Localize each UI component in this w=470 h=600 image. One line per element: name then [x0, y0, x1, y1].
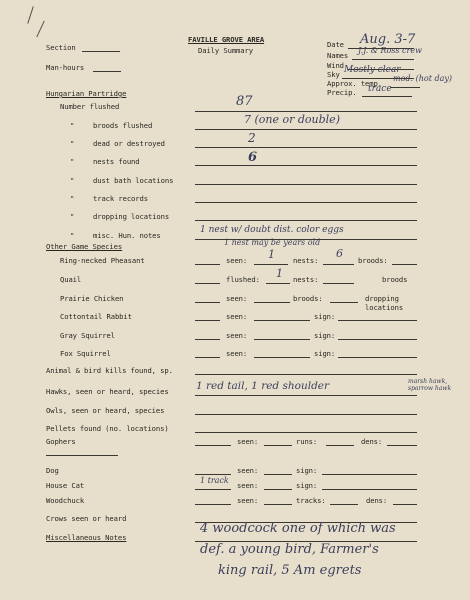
prairie-chicken-label: Prairie Chicken	[60, 294, 124, 303]
broods-flushed-value: 7 (one or double)	[244, 113, 340, 126]
gray-squirrel-label: Gray Squirrel	[60, 331, 115, 340]
quail-pre-line[interactable]	[195, 283, 220, 284]
house-cat-value: 1 track	[200, 476, 229, 485]
misc-hun-notes-label: misc. Hun. notes	[93, 231, 161, 240]
house-cat-seen-line[interactable]	[264, 489, 292, 490]
misc-hun-notes-extra: 1 nest may be years old	[224, 238, 321, 247]
precip-value: trace	[368, 84, 392, 94]
cottontail-sign-line[interactable]	[338, 320, 417, 321]
house-cat-label: House Cat	[46, 481, 85, 490]
ditto-mark: "	[70, 176, 75, 185]
pellets-label: Pellets found (no. locations)	[46, 424, 169, 433]
wind-label: Wind	[327, 61, 344, 70]
prairie-chicken-broods-label: broods:	[293, 294, 323, 303]
pheasant-broods-label: broods:	[358, 256, 388, 265]
house-cat-seen-label: seen:	[237, 481, 259, 490]
fox-squirrel-sign-line[interactable]	[338, 357, 417, 358]
gophers-dens-label: dens:	[361, 437, 383, 446]
nests-found-label: nests found	[93, 157, 140, 166]
gophers-dens-line[interactable]	[387, 445, 417, 446]
owls-label: Owls, seen or heard, species	[46, 406, 165, 415]
dead-destroyed-value: 2	[248, 131, 256, 145]
house-cat-sign-line[interactable]	[322, 489, 417, 490]
temp-value: mod. (hot day)	[393, 74, 452, 83]
other-game-heading: Other Game Species	[46, 242, 123, 251]
pencil-mark	[36, 21, 45, 38]
names-value: J.J. & Ross crew	[358, 46, 422, 55]
cottontail-pre-line[interactable]	[195, 320, 220, 321]
gray-squirrel-sign-line[interactable]	[338, 339, 417, 340]
prairie-chicken-seen-line[interactable]	[254, 302, 290, 303]
woodchuck-seen-label: seen:	[237, 496, 259, 505]
gophers-runs-label: runs:	[296, 437, 318, 446]
fox-squirrel-seen-line[interactable]	[254, 357, 310, 358]
woodchuck-pre-line[interactable]	[195, 504, 231, 505]
dust-bath-line[interactable]	[195, 184, 417, 185]
woodchuck-tracks-line[interactable]	[330, 504, 358, 505]
man-hours-line[interactable]	[93, 71, 121, 72]
woodchuck-seen-line[interactable]	[264, 504, 292, 505]
gray-squirrel-pre-line[interactable]	[195, 339, 220, 340]
track-records-line[interactable]	[195, 202, 417, 203]
pheasant-pre-line[interactable]	[195, 264, 220, 265]
prairie-chicken-pre-line[interactable]	[195, 302, 220, 303]
fox-squirrel-label: Fox Squirrel	[60, 349, 111, 358]
crows-label: Crows seen or heard	[46, 514, 127, 523]
pencil-mark	[27, 6, 34, 23]
quail-nests-label: nests:	[293, 275, 319, 284]
hawks-label: Hawks, seen or heard, species	[46, 387, 169, 396]
gophers-seen-label: seen:	[237, 437, 259, 446]
misc-notes-label: Miscellaneous Notes	[46, 533, 127, 542]
sky-label: Sky	[327, 70, 340, 79]
misc-notes-line2: def. a young bird, Farmer's	[200, 542, 379, 557]
man-hours-label: Man-hours	[46, 63, 85, 72]
partridge-number-flushed-label: Number flushed	[60, 102, 120, 111]
pheasant-broods-line[interactable]	[392, 264, 417, 265]
animal-bird-kills-label: Animal & bird kills found, sp.	[46, 366, 173, 375]
ditto-mark: "	[70, 231, 75, 240]
dog-sign-line[interactable]	[322, 474, 417, 475]
cottontail-seen-line[interactable]	[254, 320, 310, 321]
names-label: Names	[327, 51, 349, 60]
section-line[interactable]	[82, 51, 120, 52]
broods-flushed-label: broods flushed	[93, 121, 153, 130]
precip-label: Precip.	[327, 88, 357, 97]
gray-squirrel-seen-label: seen:	[226, 331, 248, 340]
dog-seen-label: seen:	[237, 466, 259, 475]
dead-destroyed-label: dead or destroyed	[93, 139, 165, 148]
quail-flushed-label: flushed:	[226, 275, 260, 284]
gophers-underline	[46, 455, 118, 456]
ditto-mark: "	[70, 194, 75, 203]
temp-label: Approx. temp.	[327, 79, 382, 88]
quail-flushed-value: 1	[276, 267, 283, 280]
ditto-mark: "	[70, 139, 75, 148]
dog-pre-line[interactable]	[195, 474, 231, 475]
dropping-locations-label: dropping locations	[93, 212, 170, 221]
precip-line[interactable]	[362, 96, 412, 97]
prairie-chicken-dropping-label: dropping	[365, 294, 399, 303]
quail-flushed-line[interactable]	[266, 283, 290, 284]
hawks-value: 1 red tail, 1 red shoulder	[196, 380, 330, 392]
nests-found-value: 6	[248, 150, 258, 165]
prairie-chicken-broods-line[interactable]	[330, 302, 358, 303]
gray-squirrel-sign-label: sign:	[314, 331, 336, 340]
quail-broods-label: broods	[382, 275, 408, 284]
quail-nests-line[interactable]	[323, 283, 354, 284]
gray-squirrel-seen-line[interactable]	[254, 339, 310, 340]
fox-squirrel-seen-label: seen:	[226, 349, 248, 358]
misc-notes-line1: 4 woodcock one of which was	[200, 521, 396, 536]
hawks-line[interactable]	[195, 395, 417, 396]
form-title: FAVILLE GROVE AREA	[188, 35, 265, 44]
temp-line[interactable]	[390, 87, 420, 88]
woodchuck-label: Woodchuck	[46, 496, 85, 505]
fox-squirrel-sign-label: sign:	[314, 349, 336, 358]
woodchuck-dens-label: dens:	[366, 496, 388, 505]
dust-bath-label: dust bath locations	[93, 176, 174, 185]
date-label: Date	[327, 40, 344, 49]
pheasant-seen-line[interactable]	[254, 264, 288, 265]
animal-bird-kills-line[interactable]	[195, 374, 417, 375]
partridge-heading: Hungarian Partridge	[46, 89, 127, 98]
quail-label: Quail	[60, 275, 82, 284]
hawks-margin-note: marsh hawk, sparrow hawk	[408, 378, 452, 392]
broods-flushed-line[interactable]	[195, 129, 417, 130]
gophers-runs-line[interactable]	[326, 445, 354, 446]
misc-notes-line3: king rail, 5 Am egrets	[218, 563, 362, 578]
track-records-label: track records	[93, 194, 148, 203]
gophers-label: Gophers	[46, 437, 76, 446]
dead-destroyed-line[interactable]	[195, 147, 417, 148]
pheasant-seen-value: 1	[268, 248, 275, 261]
prairie-chicken-locations-label: locations	[365, 303, 404, 312]
section-label: Section	[46, 43, 76, 52]
dropping-locations-line[interactable]	[195, 220, 417, 221]
gophers-seen-line[interactable]	[264, 445, 292, 446]
gophers-pre-line[interactable]	[195, 445, 231, 446]
misc-hun-notes-value: 1 nest w/ doubt dist. color eggs	[200, 225, 344, 235]
dog-seen-line[interactable]	[264, 474, 292, 475]
date-value: Aug. 3-7	[360, 32, 416, 47]
owls-line[interactable]	[195, 414, 417, 415]
house-cat-pre-line[interactable]	[195, 489, 231, 490]
cottontail-label: Cottontail Rabbit	[60, 312, 132, 321]
form-subtitle: Daily Summary	[198, 46, 253, 55]
dog-sign-label: sign:	[296, 466, 318, 475]
fox-squirrel-pre-line[interactable]	[195, 357, 220, 358]
pheasant-nests-line[interactable]	[323, 264, 354, 265]
ditto-mark: "	[70, 121, 75, 130]
number-flushed-line[interactable]	[195, 111, 417, 112]
sky-value: Mostly clear	[344, 65, 401, 75]
cottontail-seen-label: seen:	[226, 312, 248, 321]
cottontail-sign-label: sign:	[314, 312, 336, 321]
pheasant-nests-value: 6	[336, 247, 343, 260]
names-line[interactable]	[352, 59, 414, 60]
prairie-chicken-seen-label: seen:	[226, 294, 248, 303]
house-cat-sign-label: sign:	[296, 481, 318, 490]
pellets-line[interactable]	[195, 432, 417, 433]
number-flushed-value: 87	[236, 94, 253, 109]
nests-found-line[interactable]	[195, 165, 417, 166]
ditto-mark: "	[70, 157, 75, 166]
woodchuck-dens-line[interactable]	[393, 504, 417, 505]
pheasant-seen-label: seen:	[226, 256, 248, 265]
pheasant-label: Ring-necked Pheasant	[60, 256, 145, 265]
woodchuck-tracks-label: tracks:	[296, 496, 326, 505]
pheasant-nests-label: nests:	[293, 256, 319, 265]
ditto-mark: "	[70, 212, 75, 221]
dog-label: Dog	[46, 466, 59, 475]
